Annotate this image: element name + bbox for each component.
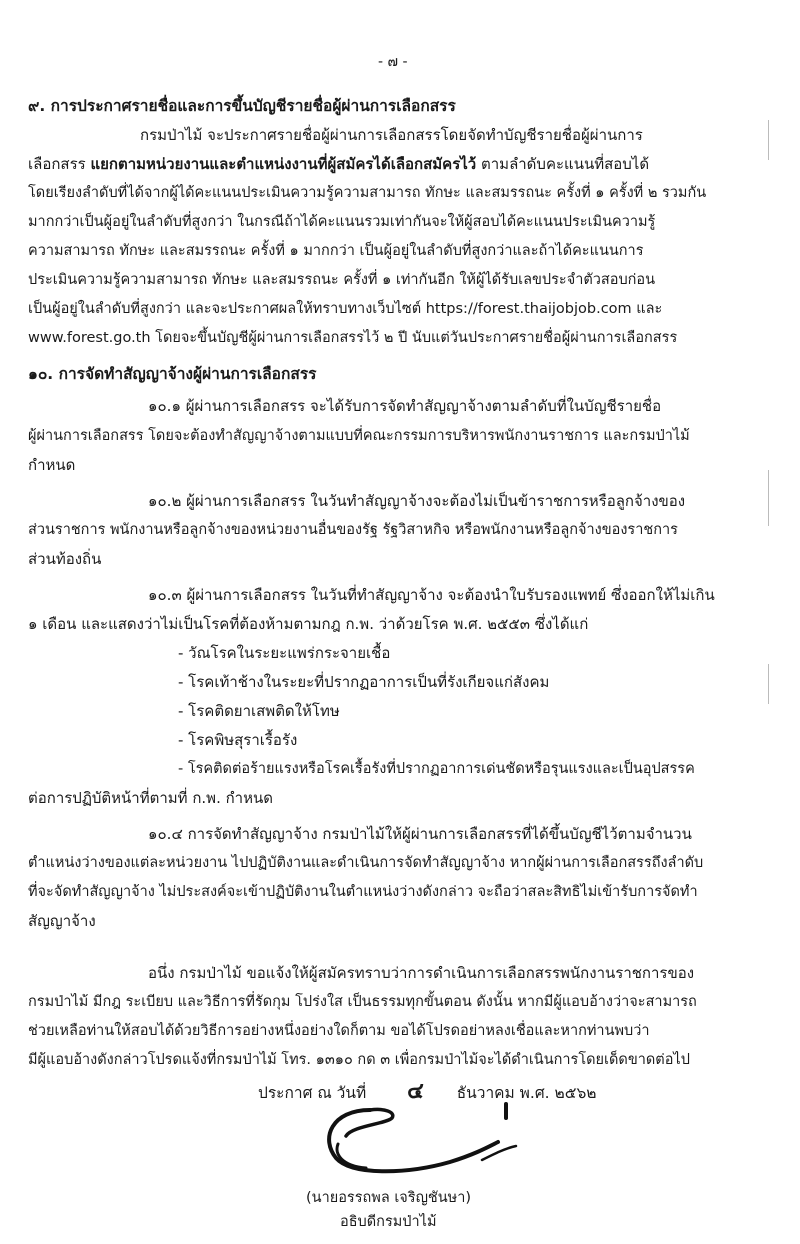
section-9-line: ความสามารถ ทักษะ และสมรรถนะ ครั้งที่ ๑ มากกว่า เป็นผู้อยู่ในลำดับที่สูงกว่าและถ้าได้คะแนนการ	[28, 243, 644, 259]
section-10-1-line: กำหนด	[28, 456, 76, 474]
signer-name: (นายอรรถพล เจริญชันษา)	[306, 1190, 472, 1206]
section-9-line: กรมป่าไม้ จะประกาศรายชื่อผู้ผ่านการเลือกสรรโดยจัดทำบัญชีรายชื่อผู้ผ่านการ	[140, 126, 643, 144]
section-9-line: ประเมินความรู้ความสามารถ ทักษะ และสมรรถนะ ครั้งที่ ๑ เท่ากันอีก ให้ผู้ได้รับเลขประจำตัวสอบก่อน	[28, 272, 656, 288]
signer-title: อธิบดีกรมป่าไม้	[340, 1214, 437, 1230]
section-10-1-line: ๑๐.๑ ผู้ผ่านการเลือกสรร จะได้รับการจัดทำสัญญาจ้างตามลำดับที่ในบัญชีรายชื่อ	[148, 397, 662, 415]
section-10-3-line: ๑๐.๓ ผู้ผ่านการเลือกสรร ในวันที่ทำสัญญาจ้าง จะต้องนำใบรับรองแพทย์ ซึ่งออกให้ไม่เกิน	[148, 586, 715, 604]
section-9-line: เป็นผู้อยู่ในลำดับที่สูงกว่า และจะประกาศผลให้ทราบทางเว็บไซต์ https://forest.thaijobjob.com และ	[28, 301, 663, 317]
disease-continuation: ต่อการปฏิบัติหน้าที่ตามที่ ก.พ. กำหนด	[28, 789, 273, 807]
notice-line: กรมป่าไม้ มีกฎ ระเบียบ และวิธีการที่รัดกุม โปร่งใส เป็นธรรมทุกขั้นตอน ดังนั้น หากมีผู้แอบอ้างว่าจะสามารถ	[28, 994, 697, 1010]
disease-item: - วัณโรคในระยะแพร่กระจายเชื้อ	[178, 644, 391, 662]
section-10-heading: ๑๐. การจัดทำสัญญาจ้างผู้ผ่านการเลือกสรร	[28, 365, 317, 383]
section-10-3-line: ๑ เดือน และแสดงว่าไม่เป็นโรคที่ต้องห้ามตามกฎ ก.พ. ว่าด้วยโรค พ.ศ. ๒๕๕๓ ซึ่งได้แก่	[28, 615, 589, 633]
scan-mark	[768, 120, 769, 160]
notice-line: มีผู้แอบอ้างดังกล่าวโปรดแจ้งที่กรมป่าไม้ โทร. ๑๓๑๐ กด ๓ เพื่อกรมป่าไม้จะได้ดำเนินการโดยเด็ดขาดต่อไป	[28, 1052, 690, 1068]
section-9-line: เลือกสรร แยกตามหน่วยงานและตำแหน่งงานที่ผู้สมัครได้เลือกสมัครไว้ ตามลำดับคะแนนที่สอบได้	[28, 155, 650, 173]
section-9-line: โดยเรียงลำดับที่ได้จากผู้ได้คะแนนประเมินความรู้ความสามารถ ทักษะ และสมรรถนะ ครั้งที่ ๑ ครั้งที่ ๒ รวมกัน	[28, 185, 707, 201]
section-10-4-line: ที่จะจัดทำสัญญาจ้าง ไม่ประสงค์จะเข้าปฏิบัติงานในตำแหน่งว่างดังกล่าว จะถือว่าสละสิทธิไม่เข้ารับการจัดทำ	[28, 884, 698, 900]
disease-item: - โรคติดต่อร้ายแรงหรือโรคเรื้อรังที่ปรากฏอาการเด่นชัดหรือรุนแรงและเป็นอุปสรรค	[178, 761, 695, 777]
section-10-1-line: ผู้ผ่านการเลือกสรร โดยจะต้องทำสัญญาจ้างตามแบบที่คณะกรรมการบริหารพนักงานราชการ และกรมป่าไม้	[28, 428, 690, 444]
page-number: - ๗ -	[378, 54, 408, 70]
section-10-4-line: ๑๐.๔ การจัดทำสัญญาจ้าง กรมป่าไม้ให้ผู้ผ่านการเลือกสรรที่ได้ขึ้นบัญชีไว้ตามจำนวน	[148, 825, 692, 843]
section-9-heading: ๙. การประกาศรายชื่อและการขึ้นบัญชีรายชื่อผู้ผ่านการเลือกสรร	[28, 97, 456, 115]
section-10-2-line: ๑๐.๒ ผู้ผ่านการเลือกสรร ในวันทำสัญญาจ้างจะต้องไม่เป็นข้าราชการหรือลูกจ้างของ	[148, 492, 686, 510]
notice-line: ช่วยเหลือท่านให้สอบได้ด้วยวิธีการอย่างหนึ่งอย่างใดก็ตาม ขอได้โปรดอย่าหลงเชื่อและหากท่านพบว่า	[28, 1023, 650, 1039]
disease-item: - โรคติดยาเสพติดให้โทษ	[178, 702, 340, 720]
section-9-line: มากกว่าเป็นผู้อยู่ในลำดับที่สูงกว่า ในกรณีถ้าได้คะแนนรวมเท่ากันจะให้ผู้สอบได้คะแนนประเมินความรู้	[28, 214, 656, 230]
handwritten-signature	[312, 1088, 522, 1180]
section-10-4-line: ตำแหน่งว่างของแต่ละหน่วยงาน ไปปฏิบัติงานและดำเนินการจัดทำสัญญาจ้าง หากผู้ผ่านการเลือกสรรถึงลำดับ	[28, 855, 704, 871]
disease-item: - โรคพิษสุราเรื้อรัง	[178, 731, 298, 749]
section-10-2-line: ส่วนราชการ พนักงานหรือลูกจ้างของหน่วยงานอื่นของรัฐ รัฐวิสาหกิจ หรือพนักงานหรือลูกจ้างของราชการ	[28, 522, 678, 538]
section-10-2-line: ส่วนท้องถิ่น	[28, 550, 102, 568]
section-10-4-line: สัญญาจ้าง	[28, 912, 96, 930]
scan-mark	[768, 664, 769, 704]
date-day: ๔	[407, 1079, 424, 1104]
scan-mark	[768, 470, 769, 526]
section-9-line: www.forest.go.th โดยจะขึ้นบัญชีผู้ผ่านการเลือกสรรไว้ ๒ ปี นับแต่วันประกาศรายชื่อผู้ผ่านการเลือกสรร	[28, 330, 678, 346]
date-prefix: ประกาศ ณ วันที่	[258, 1084, 367, 1102]
notice-line: อนึ่ง กรมป่าไม้ ขอแจ้งให้ผู้สมัครทราบว่าการดำเนินการเลือกสรรพนักงานราชการของ	[148, 964, 695, 982]
disease-item: - โรคเท้าช้างในระยะที่ปรากฏอาการเป็นที่รังเกียจแก่สังคม	[178, 673, 550, 691]
date-rest: ธันวาคม พ.ศ. ๒๕๖๒	[456, 1084, 597, 1102]
